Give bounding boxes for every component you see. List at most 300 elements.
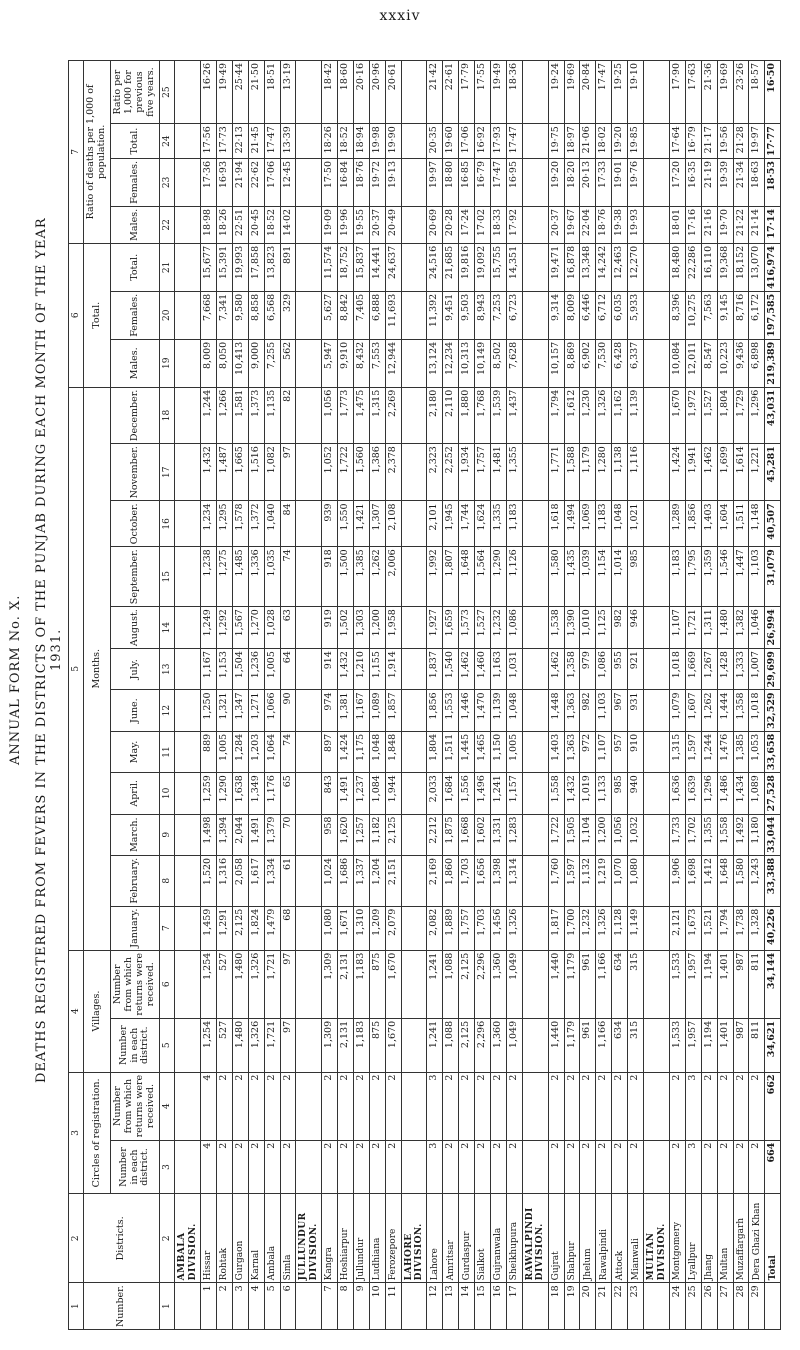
table-cell: 1,203: [248, 731, 264, 772]
table-cell: 21·45: [248, 124, 264, 159]
table-cell: 20·45: [248, 206, 264, 243]
blank-cell: [175, 124, 201, 159]
blank-cell: [522, 814, 548, 855]
row-number: 22: [612, 1283, 628, 1330]
table-cell: 1,183: [353, 950, 369, 1018]
table-cell: 1,612: [564, 387, 580, 443]
table-cell: 1,018: [669, 649, 685, 690]
header-circles-number: Number in each district.: [111, 1140, 160, 1194]
row-number: 15: [475, 1283, 491, 1330]
table-cell: 1,103: [596, 690, 612, 731]
blank-cell: [401, 1140, 427, 1194]
blank-cell: [401, 773, 427, 814]
table-cell: 1,390: [564, 607, 580, 649]
table-cell: 1,386: [369, 444, 385, 501]
table-cell: 14·02: [280, 206, 296, 243]
table-cell: 634: [612, 950, 628, 1018]
table-cell: 1,257: [353, 814, 369, 855]
table-cell: 13,070: [749, 243, 765, 291]
table-cell: 1,238: [200, 547, 216, 607]
table-row: [628, 61, 644, 1330]
division-row: [522, 61, 548, 1330]
blank-cell: [296, 1018, 322, 1072]
group-number: 1: [69, 1283, 84, 1330]
table-cell: 16·35: [685, 158, 701, 206]
table-cell: 1,733: [669, 814, 685, 855]
table-cell: 18·51: [264, 61, 280, 124]
table-cell: 1,665: [232, 444, 248, 501]
table-cell: 2: [475, 1072, 491, 1140]
table-cell: 1,480: [232, 950, 248, 1018]
table-cell: 1,412: [701, 855, 717, 906]
column-number: 8: [159, 855, 174, 906]
table-cell: 17·16: [685, 206, 701, 243]
header-ratio-sub: Total.: [111, 124, 160, 159]
table-cell: 1,182: [369, 814, 385, 855]
blank-cell: [644, 124, 670, 159]
table-cell: 15,677: [200, 243, 216, 291]
table-cell: 9,910: [338, 339, 354, 387]
table-cell: 1,167: [200, 649, 216, 690]
table-cell: 1,558: [548, 773, 564, 814]
total-cell: 219,389: [765, 339, 781, 387]
table-cell: 1,244: [701, 731, 717, 772]
table-cell: 1,035: [264, 547, 280, 607]
table-cell: 1,309: [322, 950, 338, 1018]
division-name: LAHORE DIVISION.: [401, 1194, 427, 1283]
table-cell: 14,351: [507, 243, 523, 291]
table-row: [427, 61, 443, 1330]
table-cell: 1,336: [248, 547, 264, 607]
district-name: Gurdaspur: [459, 1194, 475, 1283]
table-cell: 1,588: [564, 444, 580, 501]
table-cell: 1,558: [717, 814, 733, 855]
table-cell: 19·20: [548, 158, 564, 206]
table-cell: 1,363: [564, 690, 580, 731]
table-cell: 1,148: [749, 501, 765, 547]
blank-cell: [401, 444, 427, 501]
blank-cell: [175, 607, 201, 649]
table-cell: 875: [369, 1018, 385, 1072]
table-cell: 7,628: [507, 339, 523, 387]
table-cell: 1,053: [749, 731, 765, 772]
table-cell: 1,135: [264, 387, 280, 443]
table-cell: 1,080: [628, 855, 644, 906]
table-cell: 1,200: [369, 607, 385, 649]
table-cell: 1,221: [749, 444, 765, 501]
header-total: Total.: [84, 243, 111, 387]
row-number: 4: [248, 1283, 264, 1330]
table-cell: 1,183: [669, 547, 685, 607]
blank-cell: [522, 950, 548, 1018]
table-cell: 1,039: [580, 547, 596, 607]
blank-cell: [522, 607, 548, 649]
row-number: 2: [216, 1283, 232, 1330]
table-cell: 24,637: [385, 243, 401, 291]
table-cell: 1,358: [733, 690, 749, 731]
table-cell: 10,275: [685, 291, 701, 339]
table-cell: 1,295: [216, 501, 232, 547]
header-month: June.: [111, 690, 160, 731]
table-cell: 7,530: [596, 339, 612, 387]
group-number: 4: [69, 950, 84, 1072]
blank-cell: [401, 501, 427, 547]
table-cell: 1,266: [216, 387, 232, 443]
table-cell: 2,131: [338, 950, 354, 1018]
table-cell: 1,349: [248, 773, 264, 814]
table-cell: 6,337: [628, 339, 644, 387]
table-cell: 1,817: [548, 906, 564, 950]
table-cell: 25·44: [232, 61, 248, 124]
table-cell: 1,670: [669, 387, 685, 443]
table-cell: 2: [216, 1140, 232, 1194]
table-cell: 2,058: [232, 855, 248, 906]
table-cell: 20·35: [427, 124, 443, 159]
row-number: 28: [733, 1283, 749, 1330]
blank-cell: [522, 731, 548, 772]
table-cell: 1,021: [628, 501, 644, 547]
table-cell: 1,194: [701, 1018, 717, 1072]
table-cell: 1,290: [491, 547, 507, 607]
table-cell: 1,259: [200, 773, 216, 814]
table-cell: 18,152: [733, 243, 749, 291]
table-cell: 1,183: [596, 501, 612, 547]
table-cell: 2: [507, 1140, 523, 1194]
table-cell: 2: [491, 1140, 507, 1194]
table-cell: 2: [322, 1072, 338, 1140]
table-cell: 1,326: [248, 950, 264, 1018]
table-cell: 2,269: [385, 387, 401, 443]
table-cell: 1,768: [475, 387, 491, 443]
table-cell: 1,018: [749, 690, 765, 731]
table-cell: 2,323: [427, 444, 443, 501]
header-month: November.: [111, 444, 160, 501]
table-cell: 1,328: [749, 906, 765, 950]
table-cell: 2: [338, 1140, 354, 1194]
table-cell: 14,242: [596, 243, 612, 291]
table-cell: 1,086: [507, 607, 523, 649]
header-month: March.: [111, 814, 160, 855]
table-cell: 562: [280, 339, 296, 387]
table-cell: 1,230: [580, 387, 596, 443]
table-cell: 2: [596, 1140, 612, 1194]
blank-cell: [296, 906, 322, 950]
table-cell: 9,314: [548, 291, 564, 339]
table-cell: 2: [580, 1072, 596, 1140]
table-cell: 1,084: [369, 773, 385, 814]
fever-deaths-table: [68, 60, 781, 1330]
district-name: Montgomery: [669, 1194, 685, 1283]
table-cell: 19·85: [628, 124, 644, 159]
table-cell: 1,292: [216, 607, 232, 649]
table-cell: 1,721: [264, 1018, 280, 1072]
blank-cell: [401, 61, 427, 124]
table-cell: 1,280: [596, 444, 612, 501]
table-cell: 1,699: [717, 444, 733, 501]
table-cell: 13·39: [280, 124, 296, 159]
table-cell: 19·09: [322, 206, 338, 243]
table-cell: 17·92: [507, 206, 523, 243]
header-ratio-sub: Females.: [111, 158, 160, 206]
table-cell: 3: [685, 1072, 701, 1140]
column-number: 15: [159, 547, 174, 607]
table-cell: 919: [322, 607, 338, 649]
table-cell: 21·34: [733, 158, 749, 206]
table-cell: 1,163: [491, 649, 507, 690]
column-number: 17: [159, 444, 174, 501]
header-ratio-sub: Ratio per 1,000 for previous five years.: [111, 61, 160, 124]
table-cell: 10,149: [475, 339, 491, 387]
table-cell: 19·49: [216, 61, 232, 124]
table-cell: 1,014: [612, 547, 628, 607]
table-cell: 1,738: [733, 906, 749, 950]
blank-cell: [522, 61, 548, 124]
table-cell: 17·93: [491, 124, 507, 159]
district-name: Rohtak: [216, 1194, 232, 1283]
table-cell: 1,639: [685, 773, 701, 814]
table-cell: 1,617: [248, 855, 264, 906]
table-cell: 1,019: [580, 773, 596, 814]
blank-cell: [522, 773, 548, 814]
row-number: 21: [596, 1283, 612, 1330]
table-cell: 961: [580, 1018, 596, 1072]
column-number: 14: [159, 607, 174, 649]
total-cell: 662: [765, 1072, 781, 1140]
table-cell: 1,398: [491, 855, 507, 906]
subheader-row: [111, 61, 160, 1330]
blank-cell: [296, 607, 322, 649]
table-cell: 1,133: [596, 773, 612, 814]
table-cell: 1,179: [580, 444, 596, 501]
column-number: 12: [159, 690, 174, 731]
table-cell: 2,125: [459, 1018, 475, 1072]
table-cell: 84: [280, 501, 296, 547]
row-number: 10: [369, 1283, 385, 1330]
table-cell: 10,223: [717, 339, 733, 387]
table-cell: 1,331: [491, 814, 507, 855]
table-cell: 1,597: [685, 731, 701, 772]
header-circles: Circles of registration.: [84, 1072, 111, 1194]
district-name: Dera Ghazi Khan: [749, 1194, 765, 1283]
table-cell: 1,385: [353, 547, 369, 607]
table-cell: 1,070: [612, 855, 628, 906]
district-name: Lahore: [427, 1194, 443, 1283]
blank-cell: [296, 291, 322, 339]
table-cell: 7,553: [369, 339, 385, 387]
table-cell: 19·13: [385, 158, 401, 206]
table-cell: 19·24: [548, 61, 564, 124]
table-row: [338, 61, 354, 1330]
table-cell: 1,804: [717, 387, 733, 443]
blank-cell: [644, 731, 670, 772]
table-cell: 2: [548, 1140, 564, 1194]
column-number: 2: [159, 1194, 174, 1283]
table-cell: 1,448: [548, 690, 564, 731]
table-cell: 1,670: [385, 950, 401, 1018]
table-cell: 1,578: [232, 501, 248, 547]
table-cell: 2: [669, 1140, 685, 1194]
table-cell: 1,204: [369, 855, 385, 906]
table-cell: 891: [280, 243, 296, 291]
table-cell: 1,447: [733, 547, 749, 607]
table-cell: 2: [507, 1072, 523, 1140]
table-cell: 1,848: [385, 731, 401, 772]
table-cell: 11,574: [322, 243, 338, 291]
table-cell: 6,568: [264, 291, 280, 339]
row-number: 18: [548, 1283, 564, 1330]
table-cell: 1,992: [427, 547, 443, 607]
header-number: Number.: [84, 1283, 160, 1330]
blank-cell: [401, 1072, 427, 1140]
table-cell: 82: [280, 387, 296, 443]
table-cell: 1,564: [475, 547, 491, 607]
table-cell: 20·84: [580, 61, 596, 124]
table-cell: 527: [216, 1018, 232, 1072]
header-months: Months.: [84, 387, 111, 950]
table-cell: 1,444: [717, 690, 733, 731]
blank-cell: [522, 243, 548, 291]
table-cell: 1,086: [596, 649, 612, 690]
blank-cell: [175, 61, 201, 124]
table-cell: 13,124: [427, 339, 443, 387]
table-cell: 1,538: [548, 607, 564, 649]
table-cell: 1,669: [685, 649, 701, 690]
row-number: 14: [459, 1283, 475, 1330]
table-cell: 1,432: [338, 649, 354, 690]
table-cell: 2: [628, 1140, 644, 1194]
table-cell: 634: [612, 1018, 628, 1072]
row-number: 12: [427, 1283, 443, 1330]
table-cell: 931: [628, 690, 644, 731]
district-name: Jhang: [701, 1194, 717, 1283]
table-cell: 2: [717, 1072, 733, 1140]
table-cell: 16·93: [216, 158, 232, 206]
table-cell: 918: [322, 547, 338, 607]
blank-cell: [296, 387, 322, 443]
table-cell: 1,241: [491, 773, 507, 814]
table-cell: 13,348: [580, 243, 596, 291]
table-row: [548, 61, 564, 1330]
district-name: Amritsar: [443, 1194, 459, 1283]
table-cell: 20·69: [427, 206, 443, 243]
table-cell: 1,249: [200, 607, 216, 649]
column-number: 16: [159, 501, 174, 547]
row-number: 3: [232, 1283, 248, 1330]
blank-cell: [522, 206, 548, 243]
table-cell: 1,138: [612, 444, 628, 501]
blank-cell: [644, 501, 670, 547]
table-cell: 9,000: [248, 339, 264, 387]
table-cell: 9,451: [443, 291, 459, 339]
total-cell: 29,699: [765, 649, 781, 690]
blank-cell: [522, 1283, 548, 1330]
table-cell: 1,804: [427, 731, 443, 772]
table-cell: 1,381: [338, 690, 354, 731]
table-cell: 961: [580, 950, 596, 1018]
table-cell: 1,602: [475, 814, 491, 855]
table-cell: 19·25: [612, 61, 628, 124]
table-cell: 1,241: [427, 950, 443, 1018]
header-month: May.: [111, 731, 160, 772]
table-cell: 1,618: [548, 501, 564, 547]
district-name: Ferozepore: [385, 1194, 401, 1283]
table-row: [733, 61, 749, 1330]
table-cell: 17·47: [596, 61, 612, 124]
table-cell: 1,315: [669, 731, 685, 772]
table-cell: 2: [669, 1072, 685, 1140]
table-row: [369, 61, 385, 1330]
table-cell: 2: [385, 1072, 401, 1140]
header-villages-returns: Number from which returns were received.: [111, 950, 160, 1018]
table-cell: 19·01: [612, 158, 628, 206]
table-cell: 1,480: [232, 1018, 248, 1072]
table-cell: 10,413: [232, 339, 248, 387]
table-cell: 2: [338, 1072, 354, 1140]
table-cell: 7,563: [701, 291, 717, 339]
blank-cell: [522, 547, 548, 607]
table-cell: 1,481: [491, 444, 507, 501]
table-cell: 2,296: [475, 1018, 491, 1072]
blank-cell: [175, 731, 201, 772]
table-cell: 1,927: [427, 607, 443, 649]
table-cell: 17,858: [248, 243, 264, 291]
table-cell: 21·50: [248, 61, 264, 124]
table-cell: 64: [280, 649, 296, 690]
table-cell: 22·62: [248, 158, 264, 206]
table-cell: 9,145: [717, 291, 733, 339]
table-cell: 2: [564, 1072, 580, 1140]
table-cell: 74: [280, 731, 296, 772]
table-cell: 1,434: [733, 773, 749, 814]
header-month: April.: [111, 773, 160, 814]
district-name: Shahpur: [564, 1194, 580, 1283]
table-cell: 1,496: [475, 773, 491, 814]
header-villages-number: Number in each district.: [111, 1018, 160, 1072]
blank-cell: [175, 1072, 201, 1140]
table-cell: 2,110: [443, 387, 459, 443]
table-cell: 1,432: [564, 773, 580, 814]
table-cell: 21·28: [733, 124, 749, 159]
table-cell: 1,005: [264, 649, 280, 690]
header-month: October.: [111, 501, 160, 547]
table-cell: 1,729: [733, 387, 749, 443]
table-cell: 1,856: [685, 501, 701, 547]
blank-cell: [296, 444, 322, 501]
table-cell: 1,934: [459, 444, 475, 501]
table-cell: 914: [322, 649, 338, 690]
table-cell: 2: [733, 1072, 749, 1140]
table-cell: 843: [322, 773, 338, 814]
table-cell: 1,546: [717, 547, 733, 607]
table-cell: 1,066: [264, 690, 280, 731]
table-cell: 982: [580, 690, 596, 731]
table-cell: 1,079: [669, 690, 685, 731]
total-cell: 33,388: [765, 855, 781, 906]
header-total-sub: Males.: [111, 339, 160, 387]
blank-cell: [401, 158, 427, 206]
blank-cell: [401, 1018, 427, 1072]
table-cell: 2: [749, 1140, 765, 1194]
table-cell: 1,048: [612, 501, 628, 547]
table-cell: 9,436: [733, 339, 749, 387]
table-cell: 1,154: [596, 547, 612, 607]
table-cell: 1,262: [701, 690, 717, 731]
table-cell: 1,200: [596, 814, 612, 855]
table-cell: 21·42: [427, 61, 443, 124]
header-villages: Villages.: [84, 950, 111, 1072]
header-circles-returns: Number from which returns were received.: [111, 1072, 160, 1140]
table-cell: 1,511: [443, 731, 459, 772]
